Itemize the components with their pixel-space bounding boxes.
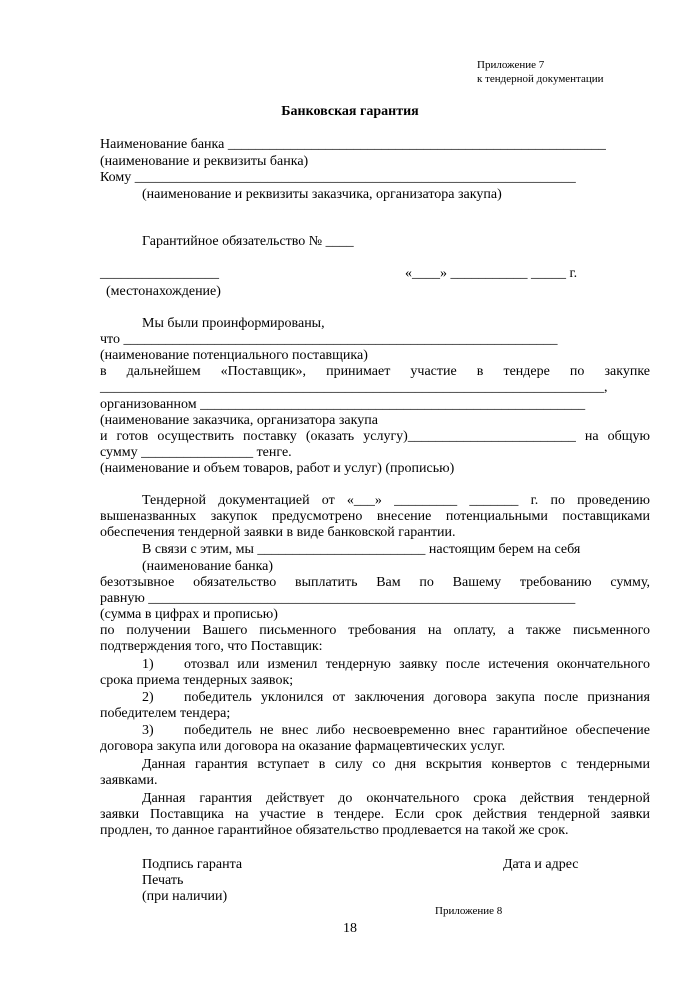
p3-line1: безотзывное обязательство выплатить Вам по Вашему требованию сумму,: [100, 575, 650, 590]
p6-line1: Данная гарантия действует до окончательного срока действия тендерной: [142, 791, 650, 806]
goods-hint: (наименование и объем товаров, работ и услуг) (прописью): [100, 461, 455, 476]
sum-hint: (сумма в цифрах и прописью): [100, 607, 278, 622]
p4-line1: по получении Вашего письменного требования на оплату, а также письменного: [100, 623, 650, 638]
p1-line1: Тендерной документацией от «___» _________ _______ г. по проведению: [142, 493, 650, 508]
bank-hint-2: (наименование банка): [142, 559, 274, 574]
bank-name-field: Наименование банка ______________________________________________________: [100, 137, 606, 152]
p4-line2: подтверждения того, что Поставщик:: [100, 639, 323, 654]
date-address-label: Дата и адрес: [503, 857, 579, 872]
supplier-line: что ______________________________________________________________: [100, 332, 558, 347]
item3-line2: договора закупа или договора на оказание фармацевтических услуг.: [100, 739, 506, 754]
informed-text: Мы были проинформированы,: [142, 316, 325, 331]
location-line: _________________: [100, 266, 219, 281]
p6-line3: продлен, то данное гарантийное обязательство продлевается на такой же срок.: [100, 823, 569, 838]
signature-label: Подпись гаранта: [142, 857, 243, 872]
next-appendix-label: Приложение 8: [435, 905, 503, 917]
sum-line: сумму ________________ тенге.: [100, 445, 292, 460]
location-hint: (местонахождение): [106, 284, 221, 299]
participation-text: в дальнейшем «Поставщик», принимает участие в тендере по закупке: [100, 364, 650, 379]
recipient-field: Кому _______________________________________________________________: [100, 170, 576, 185]
p5-line2: заявками.: [100, 773, 158, 788]
p2-text: В связи с этим, мы ________________________ настоящим берем на себя: [142, 542, 581, 557]
p3-line2: равную _____________________________________________________________: [100, 591, 576, 606]
if-any-label: (при наличии): [142, 889, 228, 904]
item1-line2: срока приема тендерных заявок;: [100, 673, 294, 688]
recipient-hint: (наименование и реквизиты заказчика, организатора закупа): [142, 187, 502, 202]
p1-line2: вышеназванных закупок предусмотрено внесение потенциальными поставщиками: [100, 509, 650, 524]
supplier-hint: (наименование потенциального поставщика): [100, 348, 368, 363]
page-number: 18: [343, 921, 357, 936]
item2-line1: победитель уклонился от заключения договора закупа после признания: [184, 690, 650, 705]
appendix-label: Приложение 7: [477, 59, 545, 71]
item1-number: 1): [142, 657, 154, 672]
item2-number: 2): [142, 690, 154, 705]
organized-line: организованном _______________________________________________________: [100, 397, 586, 412]
customer-hint: (наименование заказчика, организатора закупа: [100, 413, 378, 428]
page-title: Банковская гарантия: [281, 104, 419, 119]
bank-name-hint: (наименование и реквизиты банка): [100, 154, 309, 169]
item2-line2: победителем тендера;: [100, 706, 231, 721]
guarantee-number: Гарантийное обязательство № ____: [142, 234, 354, 249]
seal-label: Печать: [142, 873, 184, 888]
item3-line1: победитель не внес либо несвоевременно внес гарантийное обеспечение: [184, 723, 650, 738]
p5-line1: Данная гарантия вступает в силу со дня вскрытия конвертов с тендерными: [142, 757, 650, 772]
appendix-subtitle: к тендерной документации: [477, 73, 604, 85]
p1-line3: обеспечения тендерной заявки в виде банковской гарантии.: [100, 525, 456, 540]
date-line: «____» ___________ _____ г.: [405, 266, 578, 281]
item3-number: 3): [142, 723, 154, 738]
item1-line1: отозвал или изменил тендерную заявку после истечения окончательного: [184, 657, 650, 672]
procurement-line: ________________________________________________________________________,: [100, 380, 608, 395]
p6-line2: заявки Поставщика на участие в тендере. Если срок действия тендерной заявки: [100, 807, 650, 822]
ready-text: и готов осуществить поставку (оказать услугу)________________________ на общую: [100, 429, 650, 444]
